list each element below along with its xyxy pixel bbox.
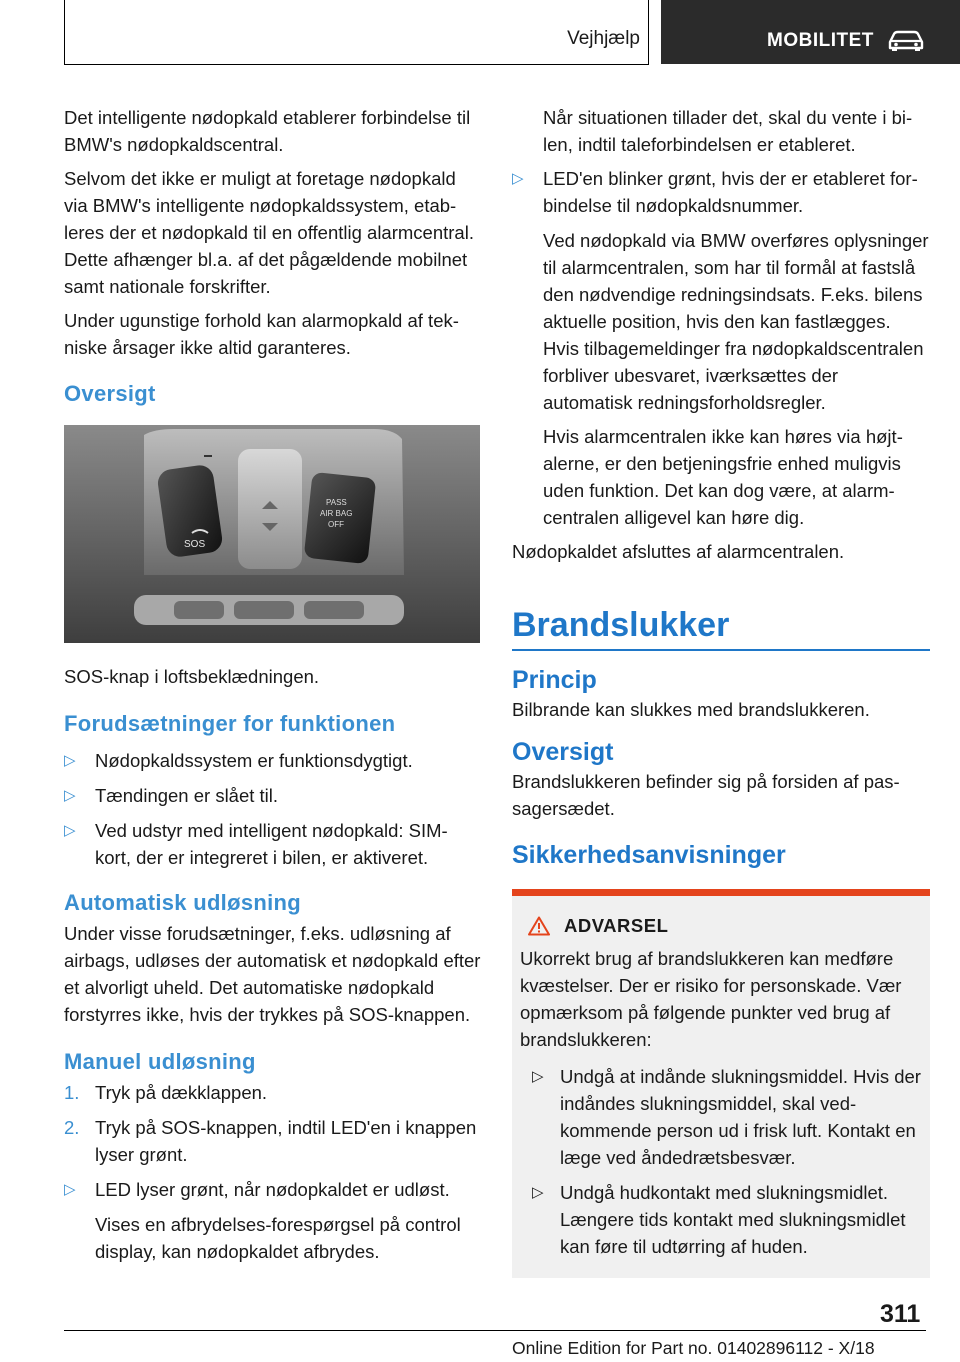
triangle-bullet-icon: ▷ [64,822,76,839]
warning-title [528,912,922,939]
conditions-paragraph: Under ugunstige forhold kan alarmopkald af tekniske årsager ikke altid garanteres. [64,310,459,358]
principle-text: Bilbrande kan slukkes med brandslukkeren. [512,699,870,720]
header-rule-bottom [64,64,649,65]
automatic-trigger-heading: Automatisk udløsning [64,890,301,915]
led-subtext: Vises en afbrydelses-forespørgsel på control display, kan nødopkaldet afbrydes. [95,1214,461,1262]
warning-triangle-icon [528,916,550,936]
header-rule-left [64,0,65,64]
step-item [64,1114,482,1168]
photo-airbag-label: AIR BAG [320,509,353,518]
blink-list [512,165,930,219]
chapter-title: Brandslukker [512,606,730,644]
right-column [512,104,930,1278]
header-chapter-label: MOBILITET [767,30,874,51]
list-item-text: Undgå hudkontakt med slukningsmidlet. Længere tids kontakt med slukningsmidlet kan føre til udtørring af huden. [560,1182,906,1257]
sos-button-photo [64,425,480,643]
warning-list [520,1063,922,1260]
triangle-bullet-icon: ▷ [532,1184,544,1201]
manual-trigger-heading: Manuel udløsning [64,1049,256,1074]
step-number: 2. [64,1117,80,1138]
automatic-trigger-text: Under visse forudsætninger, f.eks. udløsning af airbags, udløses der automatisk et nødopkald efter et alvorligt uheld. Det automatiske nødopkald forstyrres ikke, hvis der trykkes på SOS-knappen. [64,923,481,1025]
list-item [64,817,482,871]
requirements-heading: Forudsætninger for funktionen [64,711,396,736]
list-item-text: Nødopkaldssystem er funktionsdygtigt. [95,750,413,771]
overview-heading: Oversigt [64,381,156,406]
manual-steps-list [64,1079,482,1168]
triangle-bullet-icon: ▷ [64,752,76,769]
principle-heading: Princip [512,666,597,694]
overview-text-right: Brandslukkeren befinder sig på forsiden af passagersædet. [512,771,900,819]
car-icon [887,29,925,51]
header-chapter-tab [661,0,960,64]
list-item [520,1179,922,1260]
list-item-text: Ved udstyr med intelligent nødopkald: SIM-kort, der er integreret i bilen, er aktiveret. [95,820,448,868]
footer-rule [64,1330,926,1331]
intro-paragraph: Det intelligente nødopkald etablerer forbindelse til BMW's nødopkaldscentral. [64,107,471,155]
list-item [64,1176,482,1203]
safety-heading: Sikkerhedsanvisninger [512,841,786,869]
left-column [64,104,482,1272]
wait-text: Når situationen tillader det, skal du vente i bilen, indtil taleforbindelsen er etableret. [543,107,913,155]
list-item-text: LED lyser grønt, når nødopkaldet er udløst. [95,1179,450,1200]
list-item-text: Undgå at indånde slukningsmiddel. Hvis der indåndes slukningsmiddel, skal vedkommende person ud i frisk luft. Kontakt en læge ved åndedrætsbesvær. [560,1066,921,1168]
triangle-bullet-icon: ▷ [64,787,76,804]
photo-off-label: OFF [328,520,344,529]
step-number: 1. [64,1082,80,1103]
photo-sos-label: SOS [184,539,206,550]
warning-text: Ukorrekt brug af brandslukkeren kan medføre kvæstelser. Der er risiko for personskade. Vær opmærksom på følgende punkter ved brug af brandslukkeren: [520,948,902,1050]
list-item [64,782,482,809]
sos-button-illustration [64,425,480,643]
led-list [64,1176,482,1203]
overview-heading-right: Oversigt [512,738,614,766]
header-section-title: Vejhjælp [567,28,640,49]
step-item [64,1079,482,1106]
fallback-paragraph: Selvom det ikke er muligt at foretage nødopkald via BMW's intelligente nødopkaldssystem, etableres der et nødopkald til en offentlig alarmcentral. Dette afhænger bl.a. af det pågældende mobilnet samt nationale forskrifter. [64,168,474,297]
list-item [520,1063,922,1171]
list-item-text: LED'en blinker grønt, hvis der er etableret forbindelse til nødopkaldsnummer. [543,168,918,216]
step-text: Tryk på SOS-knappen, indtil LED'en i knappen lyser grønt. [95,1117,477,1165]
footer-edition: Online Edition for Part no. 01402896112 - X/18 [512,1338,875,1358]
blink-subtext-1: Ved nødopkald via BMW overføres oplysninger til alarmcentralen, som har til formål at fastslå den nødvendige redningsindsats. F.eks. bilens aktuelle position, hvis den kan fastlægges. Hvis tilbagemeldinger fra nødopkaldscentralen forbliver ubesvaret, iværksættes der automatisk redningsforholdsregler. [543,230,929,413]
list-item [512,165,930,219]
requirements-list [64,747,482,871]
warning-title-text: ADVARSEL [564,915,669,936]
photo-caption: SOS-knap i loftsbeklædningen. [64,666,320,687]
triangle-bullet-icon: ▷ [532,1068,544,1085]
warning-box [512,889,930,1278]
photo-pass-label: PASS [326,498,347,507]
header-rule-right [648,0,649,64]
page-number: 311 [880,1300,921,1328]
triangle-bullet-icon: ▷ [64,1181,76,1198]
chapter-rule [512,649,930,651]
triangle-bullet-icon: ▷ [512,170,524,187]
step-text: Tryk på dækklappen. [95,1082,268,1103]
list-item [64,747,482,774]
blink-subtext-2: Hvis alarmcentralen ikke kan høres via højtalerne, er den betjeningsfrie enhed muligvis uden funktion. Det kan dog være, at alarmcentralen alligevel kan høre dig. [543,426,903,528]
call-end-text: Nødopkaldet afsluttes af alarmcentralen. [512,541,845,562]
list-item-text: Tændingen er slået til. [95,785,279,806]
